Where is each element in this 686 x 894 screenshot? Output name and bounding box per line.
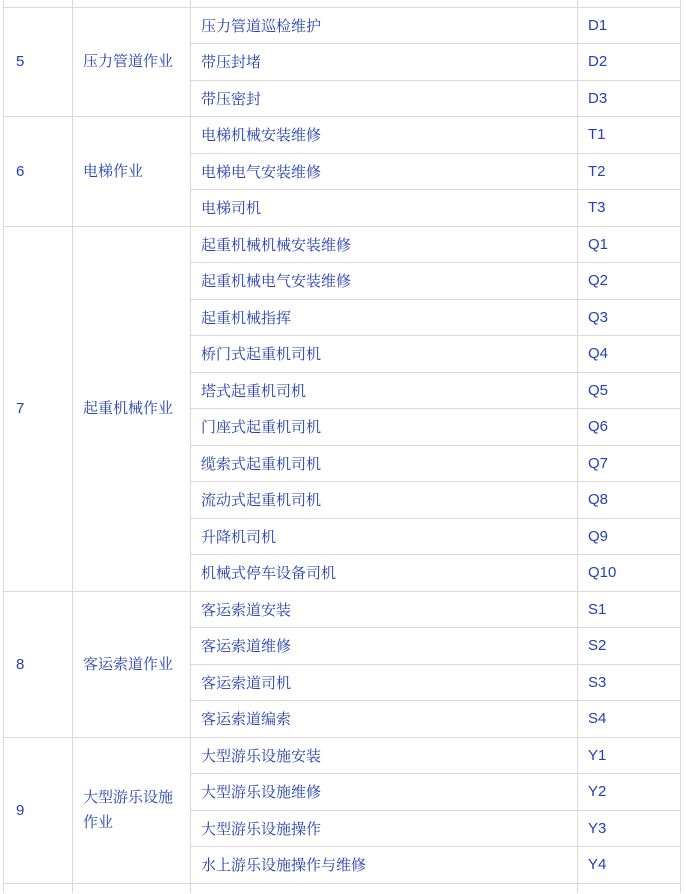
partial-cell [4, 883, 73, 893]
category-name: 起重机械作业 [73, 226, 191, 591]
operation-code: Y3 [578, 810, 681, 847]
operation-item: 升降机司机 [191, 518, 578, 555]
operation-item: 流动式起重机司机 [191, 482, 578, 519]
operation-code: S2 [578, 628, 681, 665]
operation-item: 电梯电气安装维修 [191, 153, 578, 190]
category-name: 电梯作业 [73, 117, 191, 227]
operation-code: Q5 [578, 372, 681, 409]
operation-code: T2 [578, 153, 681, 190]
operation-item: 起重机械指挥 [191, 299, 578, 336]
operation-item: 塔式起重机司机 [191, 372, 578, 409]
section-number: 6 [4, 117, 73, 227]
operation-code: D2 [578, 44, 681, 81]
operation-item: 客运索道维修 [191, 628, 578, 665]
partial-cell [578, 883, 681, 893]
special-equipment-operations-table [3, 0, 681, 893]
category-name: 压力管道作业 [73, 7, 191, 117]
operation-item: 水上游乐设施操作与维修 [191, 847, 578, 884]
operation-code: Y2 [578, 774, 681, 811]
operation-item: 带压封堵 [191, 44, 578, 81]
operation-code: T1 [578, 117, 681, 154]
partial-cell [191, 883, 578, 893]
cropped-bottom-row [4, 883, 681, 893]
operation-item: 压力管道巡检维护 [191, 7, 578, 44]
operation-item: 起重机械电气安装维修 [191, 263, 578, 300]
operation-code: Y4 [578, 847, 681, 884]
special-equipment-table-container [3, 0, 681, 893]
operation-item: 大型游乐设施安装 [191, 737, 578, 774]
operation-item: 大型游乐设施维修 [191, 774, 578, 811]
table-row [4, 117, 681, 154]
operation-item: 起重机械机械安装维修 [191, 226, 578, 263]
operation-item: 桥门式起重机司机 [191, 336, 578, 373]
operation-code: D1 [578, 7, 681, 44]
operation-code: Q2 [578, 263, 681, 300]
operation-item: 带压密封 [191, 80, 578, 117]
operation-item: 大型游乐设施操作 [191, 810, 578, 847]
operation-code: D3 [578, 80, 681, 117]
operation-item: 机械式停车设备司机 [191, 555, 578, 592]
operation-code: Q1 [578, 226, 681, 263]
partial-cell [4, 0, 73, 7]
partial-cell [191, 0, 578, 7]
operation-code: S4 [578, 701, 681, 738]
operation-item: 门座式起重机司机 [191, 409, 578, 446]
operation-code: Y1 [578, 737, 681, 774]
operation-item: 客运索道司机 [191, 664, 578, 701]
operation-item: 客运索道安装 [191, 591, 578, 628]
operation-code: Q10 [578, 555, 681, 592]
section-number: 5 [4, 7, 73, 117]
partial-cell [73, 0, 191, 7]
operation-code: S3 [578, 664, 681, 701]
operation-item: 缆索式起重机司机 [191, 445, 578, 482]
operation-code: Q9 [578, 518, 681, 555]
operation-code: Q7 [578, 445, 681, 482]
section-number: 7 [4, 226, 73, 591]
table-row [4, 591, 681, 628]
section-number: 9 [4, 737, 73, 883]
operation-code: T3 [578, 190, 681, 227]
operation-item: 客运索道编索 [191, 701, 578, 738]
table-row [4, 226, 681, 263]
partial-cell [73, 883, 191, 893]
table-row [4, 737, 681, 774]
category-name: 大型游乐设施作业 [73, 737, 191, 883]
partial-cell [578, 0, 681, 7]
operation-code: Q6 [578, 409, 681, 446]
operation-code: Q3 [578, 299, 681, 336]
category-name: 客运索道作业 [73, 591, 191, 737]
operation-code: S1 [578, 591, 681, 628]
operation-item: 电梯司机 [191, 190, 578, 227]
table-row [4, 7, 681, 44]
operation-item: 电梯机械安装维修 [191, 117, 578, 154]
operation-code: Q8 [578, 482, 681, 519]
cropped-top-row [4, 0, 681, 7]
section-number: 8 [4, 591, 73, 737]
operation-code: Q4 [578, 336, 681, 373]
